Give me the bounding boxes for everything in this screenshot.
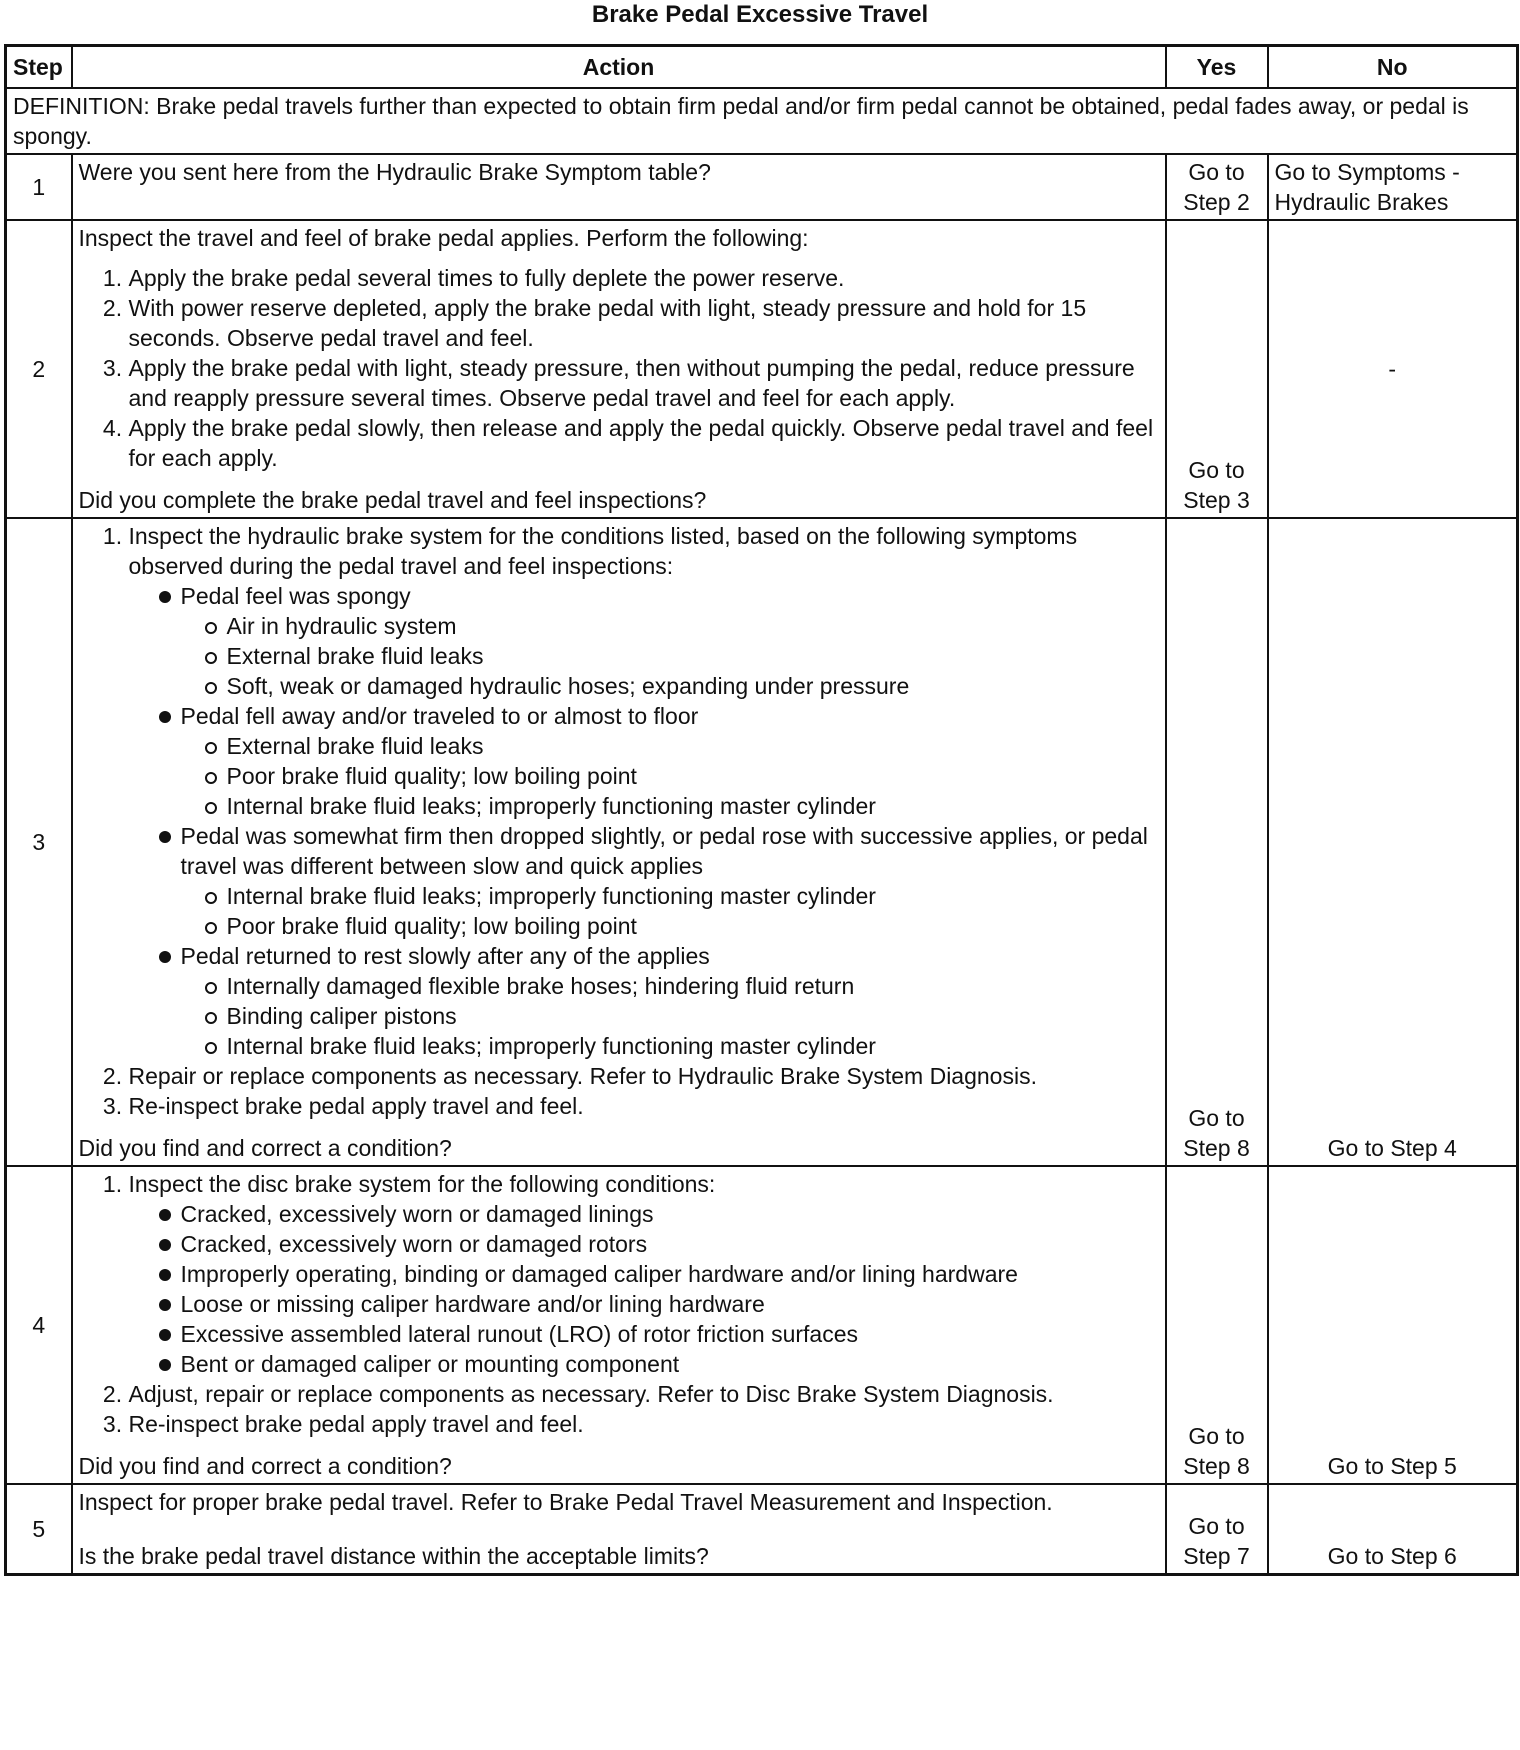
header-action: Action [72, 46, 1166, 89]
condition-list [129, 1199, 1159, 1379]
table-row [6, 1484, 1518, 1575]
condition-item: Cracked, excessively worn or damaged rotors [159, 1229, 1159, 1259]
list-item: 4. Apply the brake pedal slowly, then release and apply the pedal quickly. Observe pedal travel and feel for each apply. [129, 413, 1159, 473]
table-row [6, 1166, 1518, 1484]
condition-list [181, 611, 1159, 701]
list-item: 1. Apply the brake pedal several times to fully deplete the power reserve. [129, 263, 1159, 293]
no-cell: Go to Step 4 [1268, 518, 1518, 1166]
yes-cell: Go to Step 8 [1166, 518, 1268, 1166]
no-cell: - [1268, 220, 1518, 518]
step-question: Did you complete the brake pedal travel and feel inspections? [78, 487, 707, 513]
list-item: 2. With power reserve depleted, apply the brake pedal with light, steady pressure and hold for 15 seconds. Observe pedal travel and feel. [129, 293, 1159, 353]
condition-item: Binding caliper pistons [205, 1001, 1159, 1031]
yes-cell: Go to Step 8 [1166, 1166, 1268, 1484]
step-intro: Inspect for proper brake pedal travel. Refer to Brake Pedal Travel Measurement and Inspection. [78, 1489, 1053, 1515]
action-cell [72, 518, 1166, 1166]
procedure-list [79, 1169, 1159, 1439]
list-item: 3. Re-inspect brake pedal apply travel and feel. [129, 1091, 1159, 1121]
header-row [6, 46, 1518, 89]
symptom-item [159, 581, 1159, 701]
definition-text: DEFINITION: Brake pedal travels further than expected to obtain firm pedal and/or firm pedal cannot be obtained, pedal fades away, or pedal is spongy. [6, 88, 1518, 154]
action-cell [72, 1484, 1166, 1575]
symptom-item [159, 821, 1159, 941]
action-cell [72, 154, 1166, 220]
condition-list [181, 881, 1159, 941]
step-question: Were you sent here from the Hydraulic Brake Symptom table? [78, 159, 711, 185]
condition-item: External brake fluid leaks [205, 731, 1159, 761]
definition-row [6, 88, 1518, 154]
step-number: 1 [6, 154, 72, 220]
table-row [6, 154, 1518, 220]
no-cell: Go to Step 6 [1268, 1484, 1518, 1575]
no-cell: Go to Symptoms - Hydraulic Brakes [1268, 154, 1518, 220]
yes-cell: Go to Step 2 [1166, 154, 1268, 220]
symptom-label: Pedal feel was spongy [180, 583, 411, 609]
symptom-list [129, 581, 1159, 1061]
list-item-text: Inspect the disc brake system for the following conditions: [128, 1171, 716, 1197]
step-question: Is the brake pedal travel distance within the acceptable limits? [78, 1543, 709, 1569]
symptom-label: Pedal fell away and/or traveled to or almost to floor [180, 703, 699, 729]
step-number: 4 [6, 1166, 72, 1484]
condition-item: Internal brake fluid leaks; improperly functioning master cylinder [205, 1031, 1159, 1061]
condition-item: Improperly operating, binding or damaged caliper hardware and/or lining hardware [159, 1259, 1159, 1289]
step-number: 5 [6, 1484, 72, 1575]
table-row [6, 220, 1518, 518]
step-intro: Inspect the travel and feel of brake pedal applies. Perform the following: [78, 225, 809, 251]
condition-item: Soft, weak or damaged hydraulic hoses; expanding under pressure [205, 671, 1159, 701]
condition-list [181, 731, 1159, 821]
list-item: 3. Re-inspect brake pedal apply travel and feel. [129, 1409, 1159, 1439]
yes-cell: Go to Step 3 [1166, 220, 1268, 518]
list-item [129, 521, 1159, 1061]
condition-item: Bent or damaged caliper or mounting component [159, 1349, 1159, 1379]
step-number: 3 [6, 518, 72, 1166]
condition-item: Poor brake fluid quality; low boiling point [205, 761, 1159, 791]
page-title: Brake Pedal Excessive Travel [591, 1, 929, 28]
no-cell: Go to Step 5 [1268, 1166, 1518, 1484]
list-item [129, 1169, 1159, 1379]
procedure-list [79, 263, 1159, 473]
step-question: Did you find and correct a condition? [78, 1135, 452, 1161]
procedure-list [79, 521, 1159, 1121]
list-item-text: Inspect the hydraulic brake system for the conditions listed, based on the following symptoms observed during the pedal travel and feel inspections: [128, 523, 1078, 579]
condition-item: Internal brake fluid leaks; improperly functioning master cylinder [205, 881, 1159, 911]
condition-item: Loose or missing caliper hardware and/or lining hardware [159, 1289, 1159, 1319]
condition-item: External brake fluid leaks [205, 641, 1159, 671]
yes-cell: Go to Step 7 [1166, 1484, 1268, 1575]
header-step: Step [6, 46, 72, 89]
step-number: 2 [6, 220, 72, 518]
table-row [6, 518, 1518, 1166]
symptom-item [159, 941, 1159, 1061]
condition-list [181, 971, 1159, 1061]
list-item: 3. Apply the brake pedal with light, steady pressure, then without pumping the pedal, reduce pressure and reapply pressure several times. Observe pedal travel and feel for each apply. [129, 353, 1159, 413]
condition-item: Poor brake fluid quality; low boiling point [205, 911, 1159, 941]
header-yes: Yes [1166, 46, 1268, 89]
symptom-label: Pedal returned to rest slowly after any of the applies [180, 943, 710, 969]
condition-item: Cracked, excessively worn or damaged linings [159, 1199, 1159, 1229]
symptom-label: Pedal was somewhat firm then dropped slightly, or pedal rose with successive applies, or pedal travel was different between slow and quick applies [180, 823, 1148, 879]
step-question: Did you find and correct a condition? [78, 1453, 452, 1479]
header-no: No [1268, 46, 1518, 89]
condition-item: Internal brake fluid leaks; improperly functioning master cylinder [205, 791, 1159, 821]
symptom-item [159, 701, 1159, 821]
condition-item: Internally damaged flexible brake hoses; hindering fluid return [205, 971, 1159, 1001]
diagnostic-table [4, 44, 1519, 1576]
action-cell [72, 1166, 1166, 1484]
list-item: 2. Adjust, repair or replace components as necessary. Refer to Disc Brake System Diagnosis. [129, 1379, 1159, 1409]
condition-item: Excessive assembled lateral runout (LRO) of rotor friction surfaces [159, 1319, 1159, 1349]
action-cell [72, 220, 1166, 518]
list-item: 2. Repair or replace components as necessary. Refer to Hydraulic Brake System Diagnosis. [129, 1061, 1159, 1091]
condition-item: Air in hydraulic system [205, 611, 1159, 641]
